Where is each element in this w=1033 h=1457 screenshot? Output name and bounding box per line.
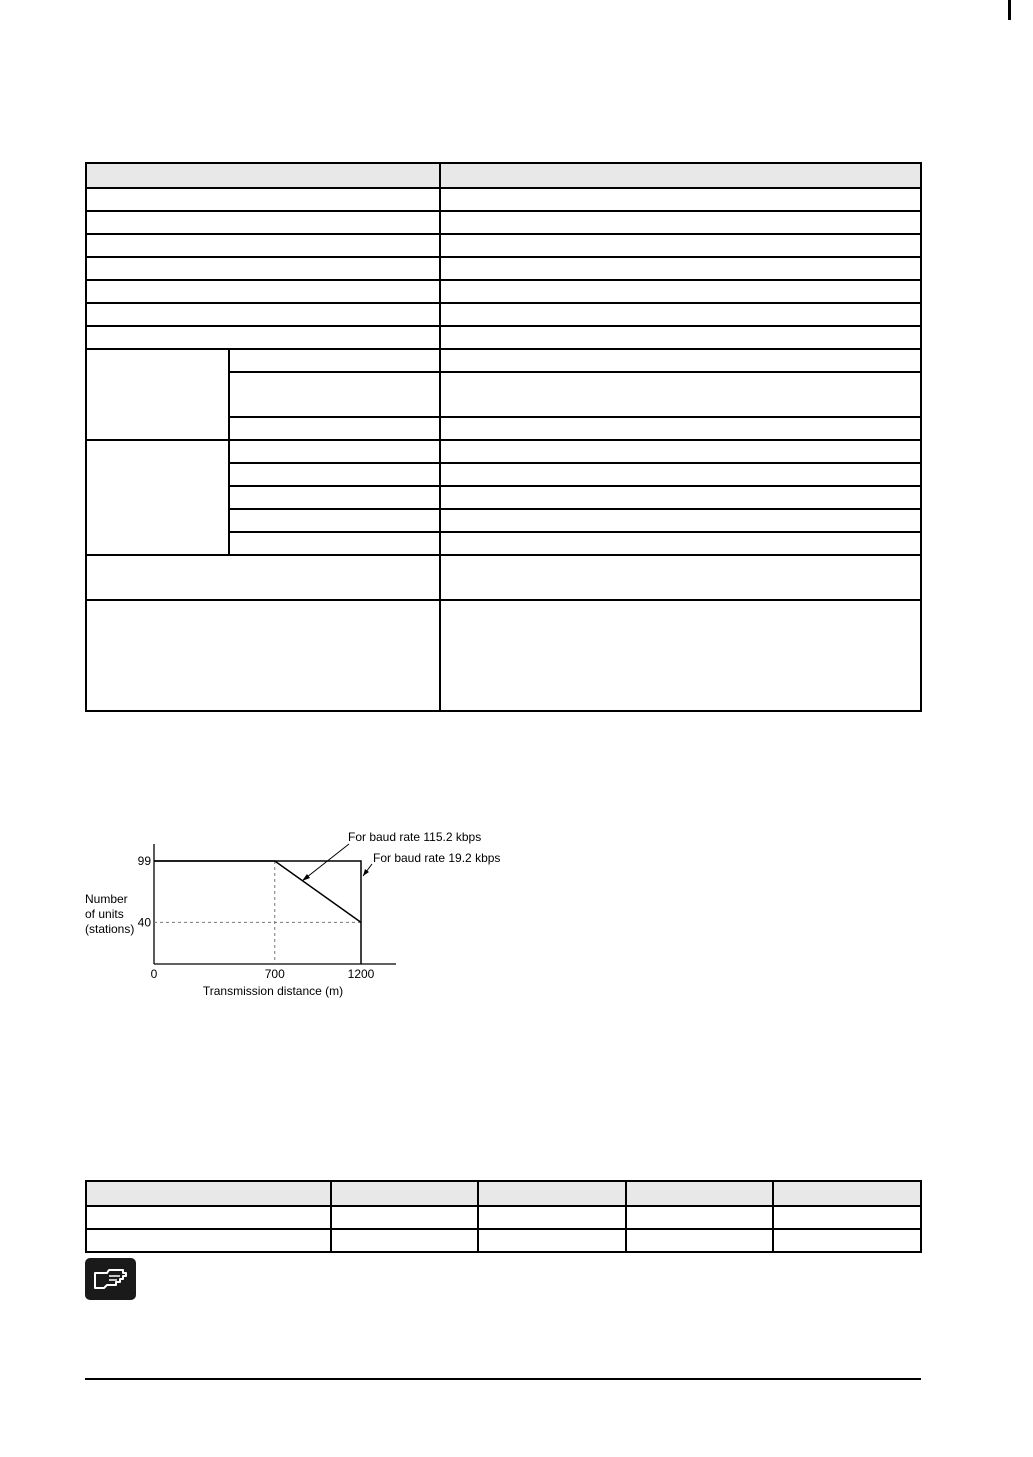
units-distance-chart bbox=[84, 826, 514, 1002]
table-row bbox=[86, 303, 921, 326]
units-table bbox=[85, 1180, 922, 1253]
annotation-115k: For baud rate 115.2 kbps bbox=[348, 830, 482, 844]
table-header-row bbox=[86, 163, 921, 188]
annotation-19k: For baud rate 19.2 kbps bbox=[373, 851, 501, 865]
x-tick-label: 700 bbox=[264, 967, 285, 981]
table-row bbox=[86, 555, 921, 600]
footer-rule bbox=[85, 1378, 921, 1380]
table-row bbox=[86, 188, 921, 211]
table-row bbox=[86, 326, 921, 349]
table-row bbox=[86, 211, 921, 234]
pointing-hand-icon bbox=[85, 1258, 136, 1300]
table-row bbox=[86, 349, 921, 372]
table-row bbox=[86, 600, 921, 711]
x-tick-label: 0 bbox=[150, 967, 158, 981]
y-tick-label: 40 bbox=[137, 915, 151, 930]
table-row bbox=[86, 234, 921, 257]
top-edge-mark bbox=[1008, 0, 1011, 20]
table-row bbox=[86, 1229, 921, 1252]
table-row bbox=[86, 440, 921, 463]
table-row bbox=[86, 280, 921, 303]
specification-table bbox=[85, 162, 922, 712]
table-row bbox=[86, 257, 921, 280]
y-axis-label-line-2: of units bbox=[85, 907, 124, 921]
x-axis-label: Transmission distance (m) bbox=[202, 984, 344, 998]
y-axis-label-line-3: (stations) bbox=[85, 922, 135, 936]
y-tick-label: 99 bbox=[137, 854, 151, 868]
y-axis-label-line-1: Number bbox=[85, 892, 128, 906]
table-header-row bbox=[86, 1181, 921, 1206]
x-tick-label: 1200 bbox=[347, 967, 375, 981]
table-row bbox=[86, 1206, 921, 1229]
